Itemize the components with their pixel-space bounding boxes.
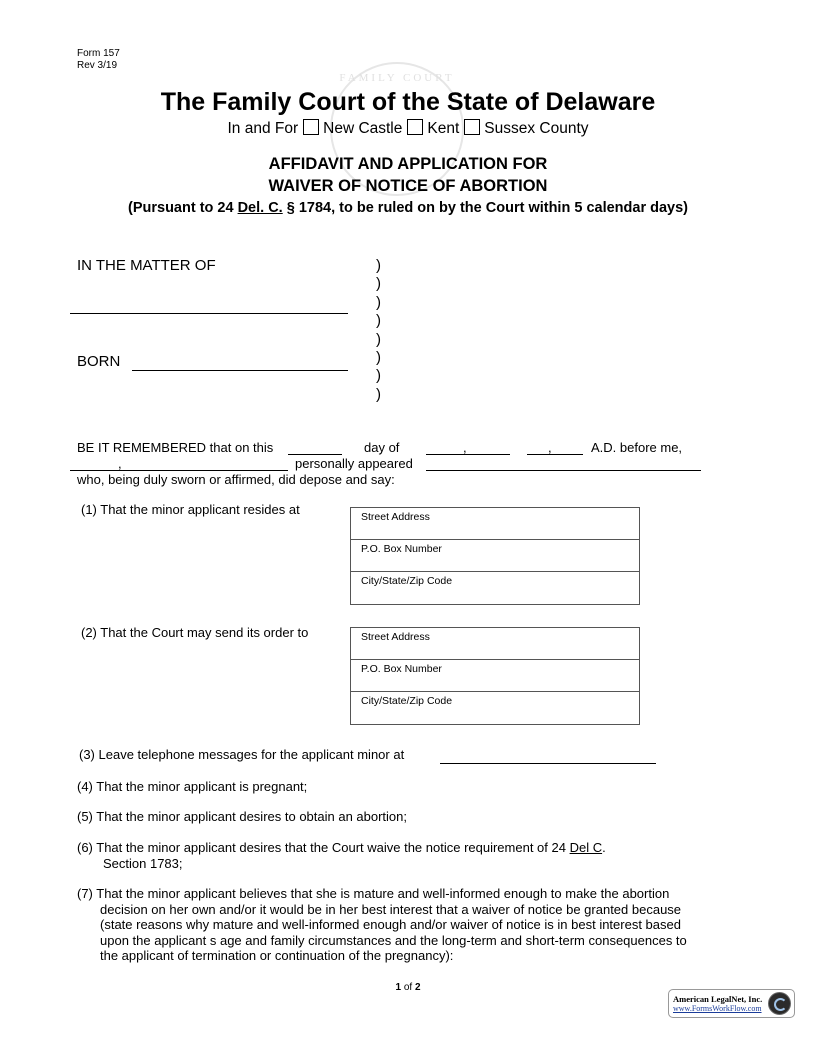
new-castle-checkbox[interactable] — [303, 119, 319, 135]
form-revision-label: Rev 3/19 — [77, 60, 118, 71]
comma: , — [548, 440, 552, 455]
item-6-post: . — [602, 840, 606, 855]
year-field[interactable] — [527, 440, 583, 455]
po-box-field[interactable] — [351, 660, 639, 692]
form-number — [77, 48, 120, 72]
city-state-zip-field[interactable] — [351, 692, 639, 724]
statute-post: § 1784, to be ruled on by the Court within 5 calendar days) — [282, 200, 688, 216]
paren: ) — [376, 312, 381, 330]
item-6-line1 — [77, 840, 606, 856]
document-heading-line1: AFFIDAVIT AND APPLICATION FOR — [268, 155, 548, 173]
remembered-intro: BE IT REMEMBERED that on this — [77, 440, 274, 455]
item-7-text — [77, 886, 687, 964]
page-total: 2 — [414, 982, 421, 993]
city-state-zip-label: City/State/Zip Code — [361, 695, 453, 707]
kent-label: Kent — [427, 120, 460, 137]
day-field[interactable] — [288, 440, 342, 455]
paren: ) — [376, 275, 381, 293]
in-and-for-label: In and For — [227, 120, 299, 137]
ad-before-me-label: A.D. before me, — [591, 440, 683, 455]
born-date-field[interactable] — [132, 356, 348, 371]
item-7-line2: decision on her own and/or it would be in her best interest that a waiver of notice be granted because — [100, 901, 682, 917]
residence-address-box — [350, 507, 640, 605]
sworn-statement: who, being duly sworn or affirmed, did depose and say: — [77, 472, 395, 487]
day-of-label: day of — [364, 440, 400, 455]
item-6-text — [77, 840, 606, 871]
paren: ) — [376, 330, 381, 348]
sussex-label: Sussex County — [484, 120, 589, 137]
matter-name-field[interactable] — [70, 299, 348, 314]
page-sep: of — [401, 982, 415, 993]
po-box-field[interactable] — [351, 540, 639, 572]
city-state-zip-field[interactable] — [351, 572, 639, 604]
paren: ) — [376, 293, 381, 311]
comma: , — [463, 440, 467, 455]
po-box-label: P.O. Box Number — [361, 543, 442, 555]
paren: ) — [376, 385, 381, 403]
item-7-line3: (state reasons why mature and well-informed enough and/or waiver of notice is in best interest based — [100, 917, 681, 932]
item-6-cite: Del C — [569, 840, 603, 855]
street-address-label: Street Address — [361, 511, 430, 523]
publisher-badge[interactable] — [668, 989, 795, 1018]
sussex-checkbox[interactable] — [464, 119, 480, 135]
item-5-text: (5) That the minor applicant desires to obtain an abortion; — [77, 809, 408, 824]
personally-appeared-label: personally appeared — [295, 456, 413, 471]
item-6-line2: Section 1783; — [103, 855, 183, 871]
item-1-text: (1) That the minor applicant resides at — [81, 502, 300, 517]
applicant-name-field[interactable] — [426, 456, 701, 471]
statute-cite: Del. C. — [237, 200, 283, 216]
new-castle-label: New Castle — [323, 120, 403, 137]
publisher-name: American LegalNet, Inc. — [673, 994, 763, 1004]
paren: ) — [376, 367, 381, 385]
kent-checkbox[interactable] — [407, 119, 423, 135]
street-address-label: Street Address — [361, 631, 430, 643]
form-number-label: Form 157 — [77, 48, 120, 59]
street-address-field[interactable] — [351, 508, 639, 540]
order-address-box — [350, 627, 640, 725]
item-3-text: (3) Leave telephone messages for the applicant minor at — [79, 747, 405, 762]
month-field[interactable] — [426, 440, 510, 455]
publisher-link[interactable]: www.FormsWorkFlow.com — [673, 1004, 762, 1013]
paren: ) — [376, 349, 381, 367]
caption-parentheses — [376, 257, 381, 404]
item-7-line4: upon the applicant s age and family circumstances and the long-term and short-term consequences to — [100, 932, 687, 948]
item-2-text: (2) That the Court may send its order to — [81, 625, 309, 640]
county-selector — [0, 119, 816, 138]
item-7-line5: the applicant of termination or continuation of the pregnancy): — [100, 948, 454, 963]
document-heading-line2: WAIVER OF NOTICE OF ABORTION — [268, 177, 548, 195]
court-seal-text: FAMILY COURT — [339, 72, 455, 84]
item-6-pre: (6) That the minor applicant desires that the Court waive the notice requirement of 24 — [77, 840, 570, 855]
item-4-text: (4) That the minor applicant is pregnant; — [77, 779, 308, 794]
court-title: The Family Court of the State of Delaware — [160, 88, 656, 116]
born-label: BORN — [77, 353, 121, 370]
po-box-label: P.O. Box Number — [361, 663, 442, 675]
item-7-line1: (7) That the minor applicant believes that she is mature and well-informed enough to make the abortion — [77, 886, 670, 901]
statute-subheading — [0, 200, 816, 216]
page-current: 1 — [395, 982, 402, 993]
paren: ) — [376, 257, 381, 274]
in-the-matter-of-label: IN THE MATTER OF — [77, 257, 216, 274]
comma: , — [118, 456, 122, 471]
street-address-field[interactable] — [351, 628, 639, 660]
publisher-logo-icon — [768, 992, 791, 1015]
telephone-field[interactable] — [440, 749, 656, 764]
city-state-zip-label: City/State/Zip Code — [361, 575, 453, 587]
officer-name-field[interactable] — [70, 456, 288, 471]
statute-pre: (Pursuant to 24 — [128, 200, 238, 216]
